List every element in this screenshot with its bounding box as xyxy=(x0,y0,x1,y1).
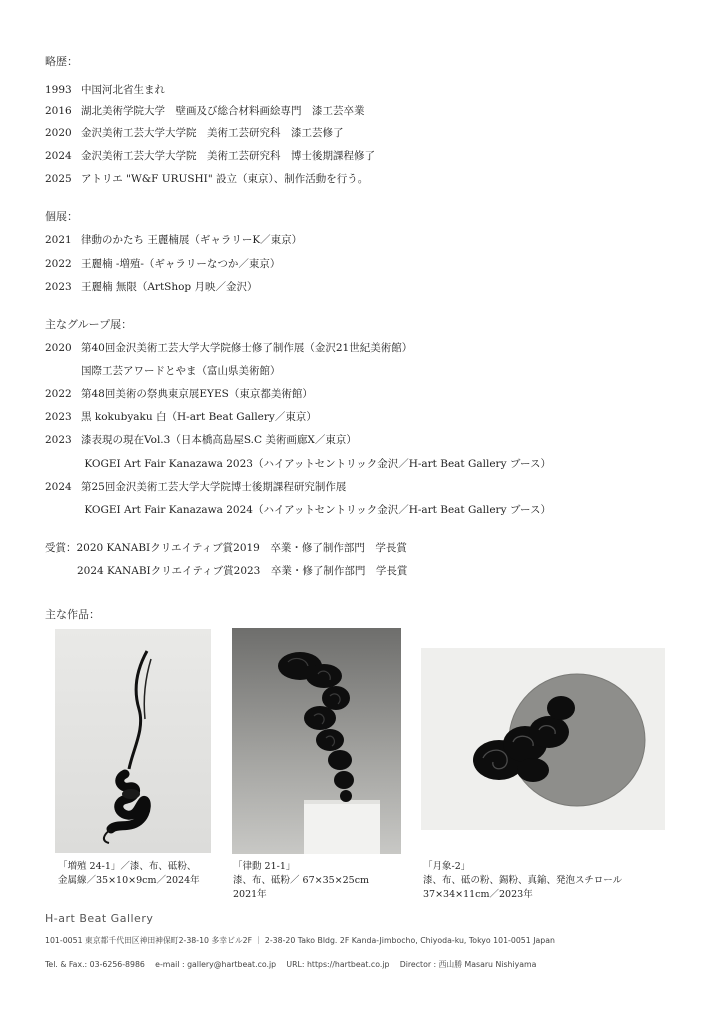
solo-row xyxy=(45,279,258,294)
work-2-sculpture-image xyxy=(232,628,401,854)
award-row xyxy=(45,563,407,578)
work-3-sculpture-image xyxy=(421,648,665,830)
work-photo-3 xyxy=(421,648,665,830)
solo-title: 個展： xyxy=(45,210,78,223)
group-text: 第48回美術の祭典東京展EYES（東京都美術館） xyxy=(81,388,313,400)
solo-text: 律動のかたち 王麗楠展（ギャラリーK／東京） xyxy=(81,234,303,246)
bio-row xyxy=(45,103,365,118)
group-row xyxy=(45,386,313,401)
group-row xyxy=(45,409,317,424)
group-title: 主なグループ展： xyxy=(45,318,133,331)
group-text: 国際工芸アワードとやま（富山県美術館） xyxy=(81,365,281,377)
group-row xyxy=(45,456,551,471)
work-photo-1 xyxy=(55,629,211,853)
group-text: KOGEI Art Fair Kanazawa 2023（ハイアットセントリック金沢／H-art Beat Gallery ブース） xyxy=(81,458,552,470)
solo-row xyxy=(45,256,280,271)
group-year: 2024 xyxy=(45,481,72,493)
group-year: 2023 xyxy=(45,434,72,446)
group-row xyxy=(45,340,412,355)
bio-row xyxy=(45,125,344,140)
bio-year: 1993 xyxy=(45,84,72,96)
caption-line: 「月象-2」 xyxy=(423,861,471,872)
group-row xyxy=(45,432,357,447)
group-year: 2023 xyxy=(45,411,72,423)
gallery-address: 101-0051 東京都千代田区神田神保町2-38-10 多幸ビル2F ｜ 2-38-20 Tako Bldg. 2F Kanda-Jimbocho, Chiyoda-ku, Tokyo 101-0051 Japan xyxy=(45,936,555,945)
group-row xyxy=(45,502,551,517)
bio-row xyxy=(45,171,368,186)
solo-year: 2021 xyxy=(45,234,72,246)
group-text: KOGEI Art Fair Kanazawa 2024（ハイアットセントリック金沢／H-art Beat Gallery ブース） xyxy=(81,504,552,516)
bio-row xyxy=(45,82,165,97)
award-text: 2020 KANABIクリエイティブ賞2019 卒業・修了制作部門 学長賞 xyxy=(76,542,407,554)
bio-text: アトリエ "W&F URUSHI" 設立（東京）、制作活動を行う。 xyxy=(81,173,369,185)
solo-text: 王麗楠 無限（ArtShop 月映／金沢） xyxy=(81,281,258,293)
biography-title: 略歴： xyxy=(45,55,78,68)
caption-line: 「増殖 24-1」／漆、布、砥粉、 xyxy=(58,861,197,872)
solo-year: 2023 xyxy=(45,281,72,293)
work-caption-1 xyxy=(58,860,200,888)
gallery-contact: Tel. & Fax.: 03-6256-8986 e-mail : gallery@hartbeat.co.jp URL: https://hartbeat.co.jp Director : 西山勝 Masaru Nishiyama xyxy=(45,960,537,969)
award-text: 2024 KANABIクリエイティブ賞2023 卒業・修了制作部門 学長賞 xyxy=(77,565,408,577)
bio-row xyxy=(45,148,375,163)
gallery-name: H-art Beat Gallery xyxy=(45,912,154,925)
bio-text: 金沢美術工芸大学大学院 美術工芸研究科 博士後期課程修了 xyxy=(81,150,375,162)
group-text: 漆表現の現在Vol.3（日本橋高島屋S.C 美術画廊X／東京） xyxy=(81,434,357,446)
bio-year: 2016 xyxy=(45,105,72,117)
solo-year: 2022 xyxy=(45,258,72,270)
caption-line: 2021年 xyxy=(233,889,267,900)
work-photo-2 xyxy=(232,628,401,854)
group-text: 黒 kokubyaku 白（H-art Beat Gallery／東京） xyxy=(81,411,317,423)
group-row xyxy=(45,479,346,494)
caption-line: 37×34×11cm／2023年 xyxy=(423,889,533,900)
group-year: 2022 xyxy=(45,388,72,400)
award-row xyxy=(45,540,407,555)
work-caption-2 xyxy=(233,860,369,902)
bio-year: 2020 xyxy=(45,127,72,139)
caption-line: 漆、布、砥粉／ 67×35×25cm xyxy=(233,875,370,886)
awards-title: 受賞： xyxy=(45,542,77,554)
caption-line: 「律動 21-1」 xyxy=(233,861,296,872)
group-row xyxy=(45,363,281,378)
group-text: 第40回金沢美術工芸大学大学院修士修了制作展（金沢21世紀美術館） xyxy=(81,342,413,354)
caption-line: 漆、布、砥の粉、錫粉、真鍮、発泡スチロール xyxy=(423,875,623,886)
bio-text: 中国河北省生まれ xyxy=(81,84,165,96)
work-1-sculpture-image xyxy=(55,629,211,853)
solo-text: 王麗楠 -増殖-（ギャラリーなつか／東京） xyxy=(81,258,281,270)
caption-line: 金属線／35×10×9cm／2024年 xyxy=(58,875,200,886)
solo-row xyxy=(45,232,302,247)
works-title: 主な作品： xyxy=(45,608,100,621)
bio-year: 2025 xyxy=(45,173,72,185)
bio-text: 金沢美術工芸大学大学院 美術工芸研究科 漆工芸修了 xyxy=(81,127,344,139)
bio-year: 2024 xyxy=(45,150,72,162)
group-text: 第25回金沢美術工芸大学大学院博士後期課程研究制作展 xyxy=(81,481,347,493)
work-caption-3 xyxy=(423,860,622,902)
bio-text: 湖北美術学院大学 壁画及び総合材料画絵専門 漆工芸卒業 xyxy=(81,105,365,117)
group-year: 2020 xyxy=(45,342,72,354)
